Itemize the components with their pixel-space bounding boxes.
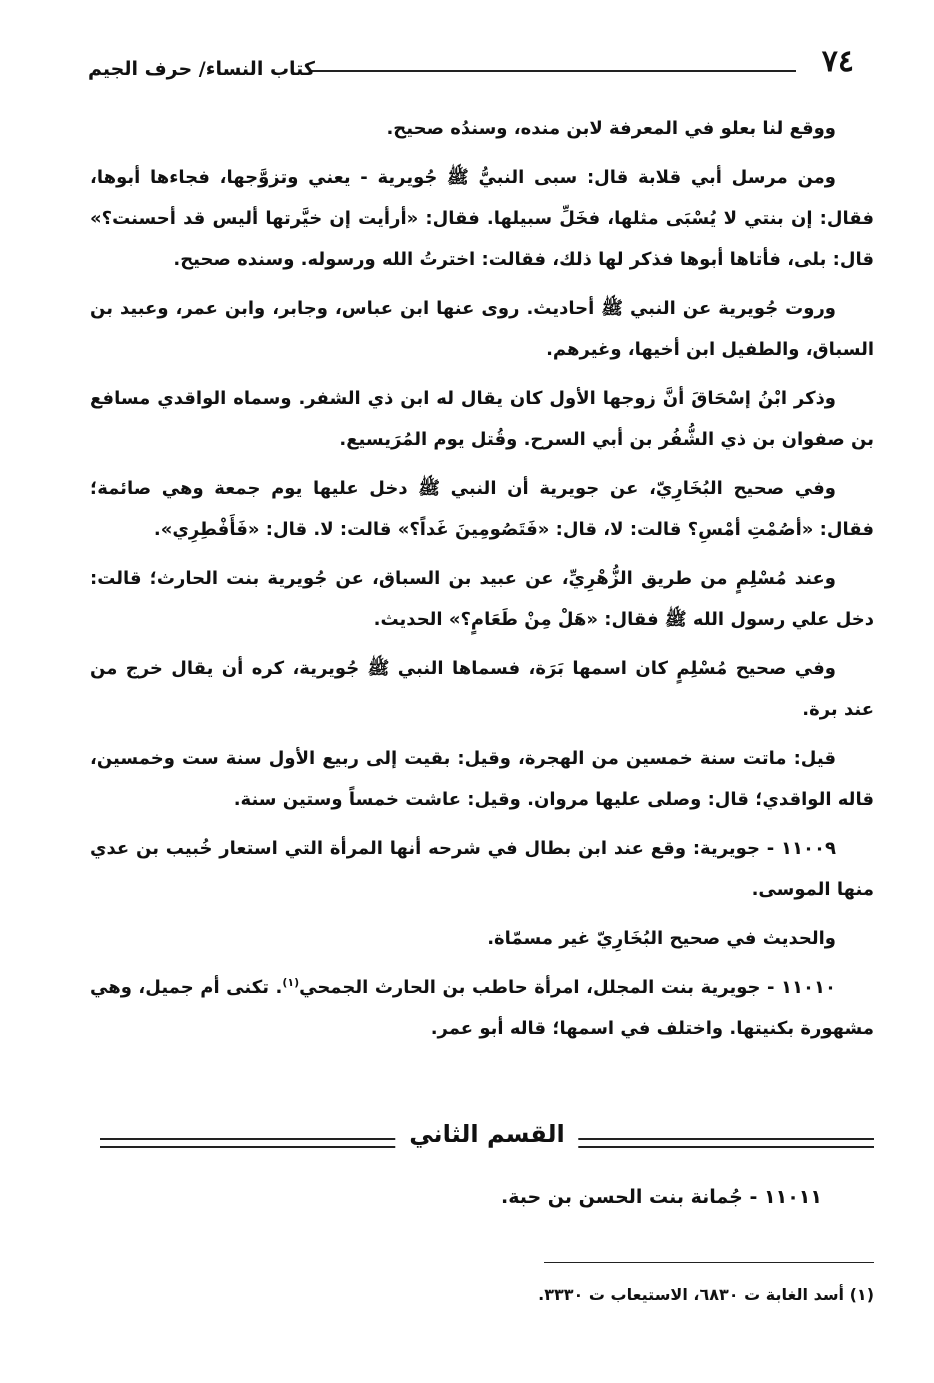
main-text <box>90 108 874 1057</box>
entry-11011: ١١٠١١ - جُمانة بنت الحسن بن حبة. <box>500 1186 822 1208</box>
entry-text: : وقع عند ابن بطال في شرحه أنها المرأة التي استعار خُبيب بن عدي منها الموسى. <box>90 838 874 900</box>
footnote-ref[interactable]: (١) <box>282 976 300 989</box>
entry-text-after: . تكنى أم جميل، وهي مشهورة بكنيتها. واختلف في اسمها؛ قاله أبو عمر. <box>90 977 874 1039</box>
entry-11010: ١١٠١٠ - جويرية بنت المجلل، امرأة حاطب بن الحارث الجمحي$^{(١)}$. تكنى أم جميل، وهي مشهورة بكنيتها. واختلف في اسمها؛ قاله أبو عمر. <box>90 976 874 1039</box>
footnote-rule <box>544 1262 874 1263</box>
running-title: كتاب النساء/ حرف الجيم <box>88 58 315 80</box>
section-divider <box>100 1118 874 1166</box>
section-title: القسم الثاني <box>395 1120 578 1148</box>
paragraph: والحديث في صحيح البُخَارِيّ غير مسمّاة. <box>487 928 836 949</box>
entry-name: جويرية بنت المجلل <box>592 977 761 998</box>
entry-11009: ١١٠٠٩ - جويرية: وقع عند ابن بطال في شرحه أنها المرأة التي استعار خُبيب بن عدي منها الموسى. <box>90 838 874 900</box>
entry-number: ١١٠٠٩ <box>781 838 836 859</box>
paragraph: وذكر ابْنُ إسْحَاقَ أنَّ زوجها الأول كان يقال له ابن ذي الشفر. وسماه الواقدي مسافع بن صفوان بن ذي الشُّفُر بن أبي السرح. وقُتل يوم المُرَيسيع. <box>90 388 874 450</box>
paragraph: ومن مرسل أبي قلابة قال: سبى النبيُّ ﷺ جُويرية - يعني وتزوَّجها، فجاءها أبوها، فقال: إن بنتي لا يُسْبَى مثلها، فخَلِّ سبيلها. فقال: «أرأيت إن خيَّرتها أليس قد أحسنت؟» قال: بلى، فأتاها أبوها فذكر لها ذلك، فقالت: اخترتُ الله ورسوله. وسنده صحيح. <box>90 167 874 270</box>
footnote: (١) أسد الغابة ت ٦٨٣٠، الاستيعاب ت ٣٣٣٠. <box>538 1285 874 1304</box>
entry-text: ، امرأة حاطب بن الحارث الجمحي <box>299 977 593 998</box>
entry-name: جويرية <box>700 838 760 859</box>
paragraph: وفي صحيح مُسْلِمٍ كان اسمها بَرَة، فسماها النبي ﷺ جُويرية، كره أن يقال خرج من عند برة. <box>90 658 874 720</box>
paragraph: وروت جُويرية عن النبي ﷺ أحاديث. روى عنها ابن عباس، وجابر، وابن عمر، وعبيد بن السباق، والطفيل ابن أخيها، وغيرهم. <box>90 298 874 360</box>
paragraph: قيل: ماتت سنة خمسين من الهجرة، وقيل: بقيت إلى ربيع الأول سنة ست وخمسين، قاله الواقدي؛ قال: وصلى عليها مروان. وقيل: عاشت خمساً وستين سنة. <box>90 748 874 810</box>
paragraph: وعند مُسْلِمٍ من طريق الزُّهْرِيِّ، عن عبيد بن السباق، عن جُويرية بنت الحارث؛ قالت: دخل علي رسول الله ﷺ فقال: «هَلْ مِنْ طَعَامٍ؟» الحديث. <box>90 568 874 630</box>
header-rule <box>310 70 796 72</box>
entry-number: ١١٠١١ <box>764 1186 822 1208</box>
entry-name: جُمانة بنت الحسن بن حبة. <box>500 1186 743 1208</box>
paragraph: ووقع لنا بعلو في المعرفة لابن منده، وسندُه صحيح. <box>386 118 836 139</box>
page-header <box>88 44 854 84</box>
paragraph: وفي صحيح البُخَارِيّ، عن جويرية أن النبي ﷺ دخل عليها يوم جمعة وهي صائمة؛ فقال: «أصُمْتِ أمْسِ؟ قالت: لا، قال: «فَتَصُومِينَ غَداً؟» قالت: لا. قال: «فَأَفْطِرِي». <box>90 478 874 540</box>
page-number: ٧٤ <box>821 44 854 79</box>
entry-number: ١١٠١٠ <box>781 977 836 998</box>
